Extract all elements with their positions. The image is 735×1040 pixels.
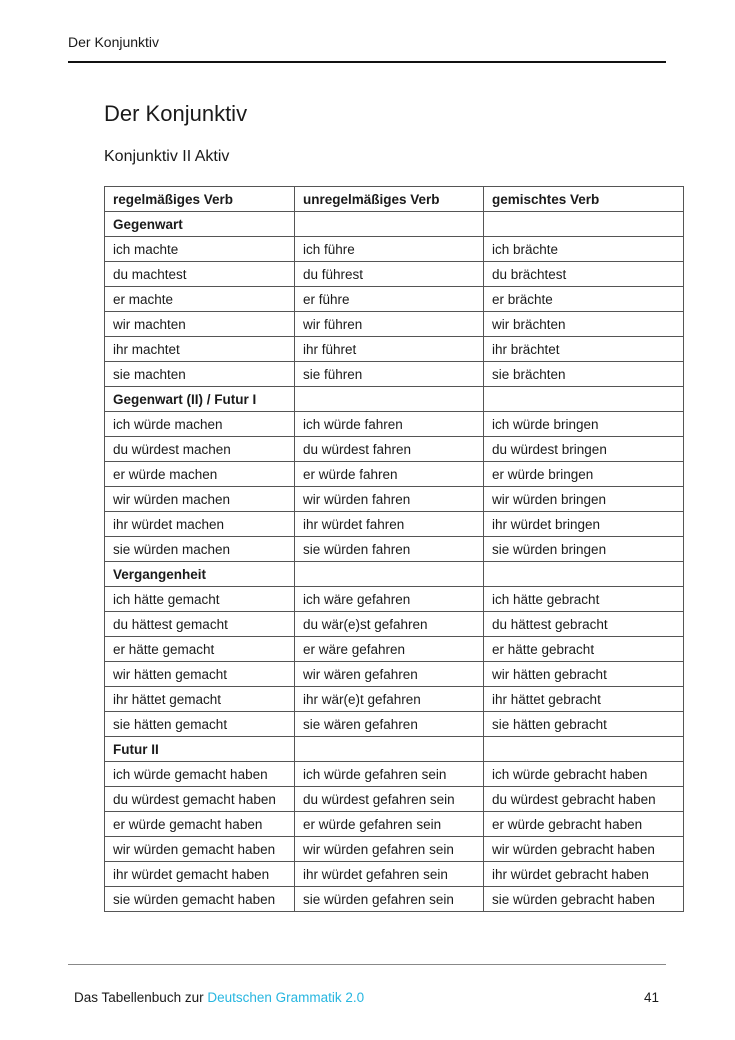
table-row (105, 312, 684, 337)
section-label: Gegenwart (105, 212, 295, 237)
section-row (105, 562, 684, 587)
table-row (105, 287, 684, 312)
table-cell: sie führen (295, 362, 484, 387)
table-cell: sie würden machen (105, 537, 295, 562)
table-cell: du hättest gebracht (484, 612, 684, 637)
table-cell: wir würden bringen (484, 487, 684, 512)
table-cell: ich würde machen (105, 412, 295, 437)
table-cell: sie machten (105, 362, 295, 387)
table-cell: ich wäre gefahren (295, 587, 484, 612)
table-cell: ich würde gemacht haben (105, 762, 295, 787)
table-cell: sie würden gefahren sein (295, 887, 484, 912)
table-cell: ihr hättet gebracht (484, 687, 684, 712)
table-row (105, 637, 684, 662)
table-cell: sie brächten (484, 362, 684, 387)
table-row (105, 512, 684, 537)
table-row (105, 762, 684, 787)
table-cell: er hätte gemacht (105, 637, 295, 662)
table-cell: wir würden gemacht haben (105, 837, 295, 862)
footer-link[interactable]: Deutschen Grammatik 2.0 (207, 990, 365, 1005)
table-cell: er würde gefahren sein (295, 812, 484, 837)
table-cell: du machtest (105, 262, 295, 287)
table-row (105, 612, 684, 637)
table-cell: sie würden bringen (484, 537, 684, 562)
table-cell: ich hätte gemacht (105, 587, 295, 612)
table-cell: ihr würdet machen (105, 512, 295, 537)
table-cell: er würde machen (105, 462, 295, 487)
table-cell: sie hätten gebracht (484, 712, 684, 737)
table-cell: sie würden fahren (295, 537, 484, 562)
table-cell: sie würden gemacht haben (105, 887, 295, 912)
table-cell: wir brächten (484, 312, 684, 337)
empty-cell (295, 212, 484, 237)
table-cell: sie wären gefahren (295, 712, 484, 737)
conjugation-table (104, 186, 684, 912)
section-row (105, 212, 684, 237)
table-cell: er würde gebracht haben (484, 812, 684, 837)
table-cell: du würdest fahren (295, 437, 484, 462)
table-row (105, 462, 684, 487)
section-label: Futur II (105, 737, 295, 762)
table-cell: ihr hättet gemacht (105, 687, 295, 712)
table-cell: ihr brächtet (484, 337, 684, 362)
table-cell: ich würde gebracht haben (484, 762, 684, 787)
running-head: Der Konjunktiv (68, 34, 160, 50)
section-row (105, 387, 684, 412)
table-cell: ich führe (295, 237, 484, 262)
table-cell: ihr machtet (105, 337, 295, 362)
table-row (105, 712, 684, 737)
page-subtitle: Konjunktiv II Aktiv (104, 148, 230, 165)
table-cell: du würdest machen (105, 437, 295, 462)
table-row (105, 887, 684, 912)
table-cell: ich würde gefahren sein (295, 762, 484, 787)
empty-cell (484, 387, 684, 412)
table-row (105, 837, 684, 862)
table-cell: ihr wär(e)t gefahren (295, 687, 484, 712)
table-row (105, 337, 684, 362)
table-body (105, 212, 684, 912)
table-cell: du wär(e)st gefahren (295, 612, 484, 637)
table-cell: sie würden gebracht haben (484, 887, 684, 912)
section-label: Vergangenheit (105, 562, 295, 587)
table-cell: ich würde bringen (484, 412, 684, 437)
header-regular-verb: regelmäßiges Verb (105, 187, 295, 212)
table-row (105, 237, 684, 262)
table-cell: wir hätten gemacht (105, 662, 295, 687)
table-cell: wir würden gefahren sein (295, 837, 484, 862)
table-row (105, 787, 684, 812)
table-cell: ihr würdet gebracht haben (484, 862, 684, 887)
table-row (105, 537, 684, 562)
table-cell: er machte (105, 287, 295, 312)
table-cell: er würde fahren (295, 462, 484, 487)
table-row (105, 862, 684, 887)
footer-rule (68, 964, 666, 965)
table-cell: du würdest bringen (484, 437, 684, 462)
table-cell: ihr würdet fahren (295, 512, 484, 537)
footer-text (74, 990, 364, 1005)
table-cell: ich brächte (484, 237, 684, 262)
table-cell: wir würden machen (105, 487, 295, 512)
table-row (105, 662, 684, 687)
table-row (105, 487, 684, 512)
table-cell: ihr führet (295, 337, 484, 362)
table-cell: er führe (295, 287, 484, 312)
table-cell: du führest (295, 262, 484, 287)
section-row (105, 737, 684, 762)
table-cell: er würde gemacht haben (105, 812, 295, 837)
page-number: 41 (643, 990, 659, 1005)
table-cell: er brächte (484, 287, 684, 312)
table-row (105, 687, 684, 712)
table-cell: du würdest gemacht haben (105, 787, 295, 812)
table-row (105, 812, 684, 837)
table-cell: er würde bringen (484, 462, 684, 487)
header-rule (68, 61, 666, 63)
table-cell: ich machte (105, 237, 295, 262)
table-cell: er hätte gebracht (484, 637, 684, 662)
section-label: Gegenwart (II) / Futur I (105, 387, 295, 412)
table-row (105, 437, 684, 462)
table-cell: ihr würdet bringen (484, 512, 684, 537)
header-irregular-verb: unregelmäßiges Verb (295, 187, 484, 212)
empty-cell (295, 737, 484, 762)
footer-prefix: Das Tabellenbuch zur (74, 990, 208, 1005)
table-cell: ich hätte gebracht (484, 587, 684, 612)
empty-cell (484, 562, 684, 587)
table-cell: wir führen (295, 312, 484, 337)
table-cell: ich würde fahren (295, 412, 484, 437)
table-cell: wir wären gefahren (295, 662, 484, 687)
table-cell: sie hätten gemacht (105, 712, 295, 737)
table-cell: du brächtest (484, 262, 684, 287)
table-cell: wir würden fahren (295, 487, 484, 512)
table-cell: du würdest gefahren sein (295, 787, 484, 812)
header-mixed-verb: gemischtes Verb (484, 187, 684, 212)
table-cell: wir machten (105, 312, 295, 337)
empty-cell (484, 737, 684, 762)
table-cell: du würdest gebracht haben (484, 787, 684, 812)
table-cell: ihr würdet gefahren sein (295, 862, 484, 887)
empty-cell (295, 562, 484, 587)
table-cell: du hättest gemacht (105, 612, 295, 637)
empty-cell (295, 387, 484, 412)
table-header-row (105, 187, 684, 212)
table-cell: wir hätten gebracht (484, 662, 684, 687)
table-cell: ihr würdet gemacht haben (105, 862, 295, 887)
table-cell: wir würden gebracht haben (484, 837, 684, 862)
page-title: Der Konjunktiv (104, 101, 248, 126)
empty-cell (484, 212, 684, 237)
table-row (105, 412, 684, 437)
table-row (105, 262, 684, 287)
table-row (105, 587, 684, 612)
table-cell: er wäre gefahren (295, 637, 484, 662)
table-row (105, 362, 684, 387)
